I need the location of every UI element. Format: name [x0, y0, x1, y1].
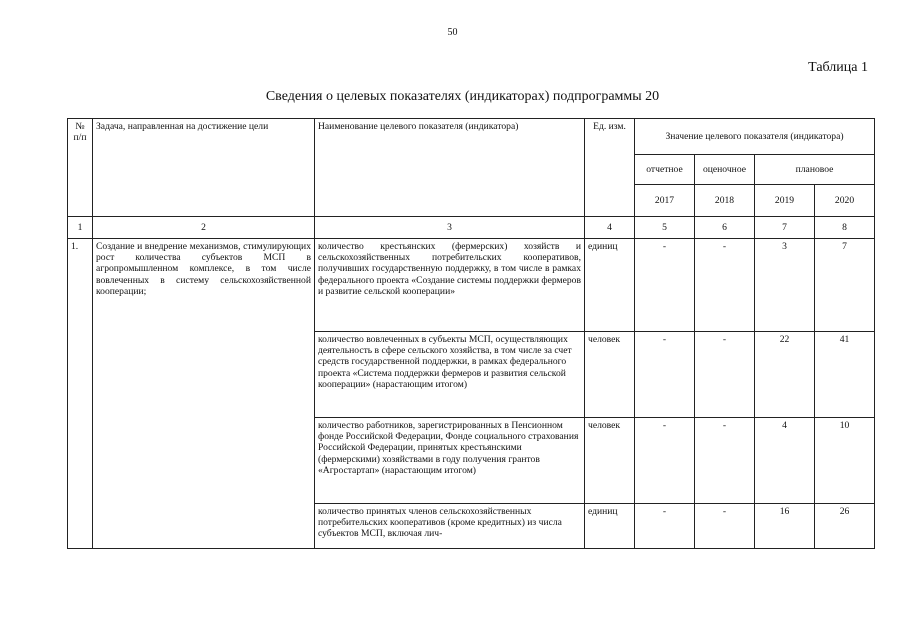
value-2017: - [635, 418, 695, 504]
indicator-name: количество вовлеченных в субъекты МСП, осуществляющих деятельность в сфере сельского хозяйства, в том числе за счет средств государственной поддержки, в рамках федерального проекта «Система поддержки фермеров и развития сельской кооперации» (нарастающим итогом) [315, 332, 585, 418]
indicator-unit: человек [585, 418, 635, 504]
value-2019: 4 [755, 418, 815, 504]
value-2020: 41 [815, 332, 875, 418]
indicator-name: количество работников, зарегистрированных в Пенсионном фонде Российской Федерации, Фонде социального страхования Российской Федерации, принятых крестьянскими (фермерскими) хозяйствами в году получения грантов «Агростартап» (нарастающим итогом) [315, 418, 585, 504]
header-row-1 [68, 119, 875, 155]
header-num: № п/п [68, 119, 93, 217]
header-indicator: Наименование целевого показателя (индикатора) [315, 119, 585, 217]
col-number: 7 [755, 217, 815, 239]
col-number: 3 [315, 217, 585, 239]
indicator-name: количество принятых членов сельскохозяйственных потребительских кооперативов (кроме кредитных) из числа субъектов МСП, включая лич- [315, 504, 585, 549]
row-number: 1. [68, 239, 93, 549]
value-2020: 26 [815, 504, 875, 549]
col-number: 5 [635, 217, 695, 239]
header-year-2020: 2020 [815, 185, 875, 217]
col-number: 6 [695, 217, 755, 239]
indicator-unit: единиц [585, 504, 635, 549]
document-title: Сведения о целевых показателях (индикаторах) подпрограммы 20 [265, 89, 660, 104]
col-number: 1 [68, 217, 93, 239]
value-2019: 3 [755, 239, 815, 332]
value-2020: 10 [815, 418, 875, 504]
header-reported: отчетное [635, 155, 695, 185]
value-2019: 16 [755, 504, 815, 549]
header-planned: плановое [755, 155, 875, 185]
value-2018: - [695, 239, 755, 332]
value-2017: - [635, 239, 695, 332]
header-task: Задача, направленная на достижение цели [93, 119, 315, 217]
indicators-table [67, 118, 875, 549]
value-2017: - [635, 332, 695, 418]
table-label: Таблица 1 [808, 60, 868, 75]
col-number: 8 [815, 217, 875, 239]
value-2017: - [635, 504, 695, 549]
indicator-unit: единиц [585, 239, 635, 332]
header-year-2018: 2018 [695, 185, 755, 217]
col-number: 4 [585, 217, 635, 239]
value-2020: 7 [815, 239, 875, 332]
header-year-2017: 2017 [635, 185, 695, 217]
table-row [68, 239, 875, 332]
column-numbers-row [68, 217, 875, 239]
task-cell: Создание и внедрение механизмов, стимулирующих рост количества субъектов МСП в агропромышленном комплексе, в том числе вовлеченных в систему сельскохозяйственной кооперации; [93, 239, 315, 549]
indicator-name: количество крестьянских (фермерских) хозяйств и сельскохозяйственных потребительских кооперативов, получивших государственную поддержку, в том числе в рамках федерального проекта «Создание системы поддержки фермеров и развитие сельской кооперации» [315, 239, 585, 332]
page-number: 50 [447, 27, 458, 38]
value-2018: - [695, 332, 755, 418]
header-estimated: оценочное [695, 155, 755, 185]
col-number: 2 [93, 217, 315, 239]
header-value: Значение целевого показателя (индикатора) [635, 119, 875, 155]
value-2019: 22 [755, 332, 815, 418]
value-2018: - [695, 418, 755, 504]
header-unit: Ед. изм. [585, 119, 635, 217]
value-2018: - [695, 504, 755, 549]
header-year-2019: 2019 [755, 185, 815, 217]
indicator-unit: человек [585, 332, 635, 418]
